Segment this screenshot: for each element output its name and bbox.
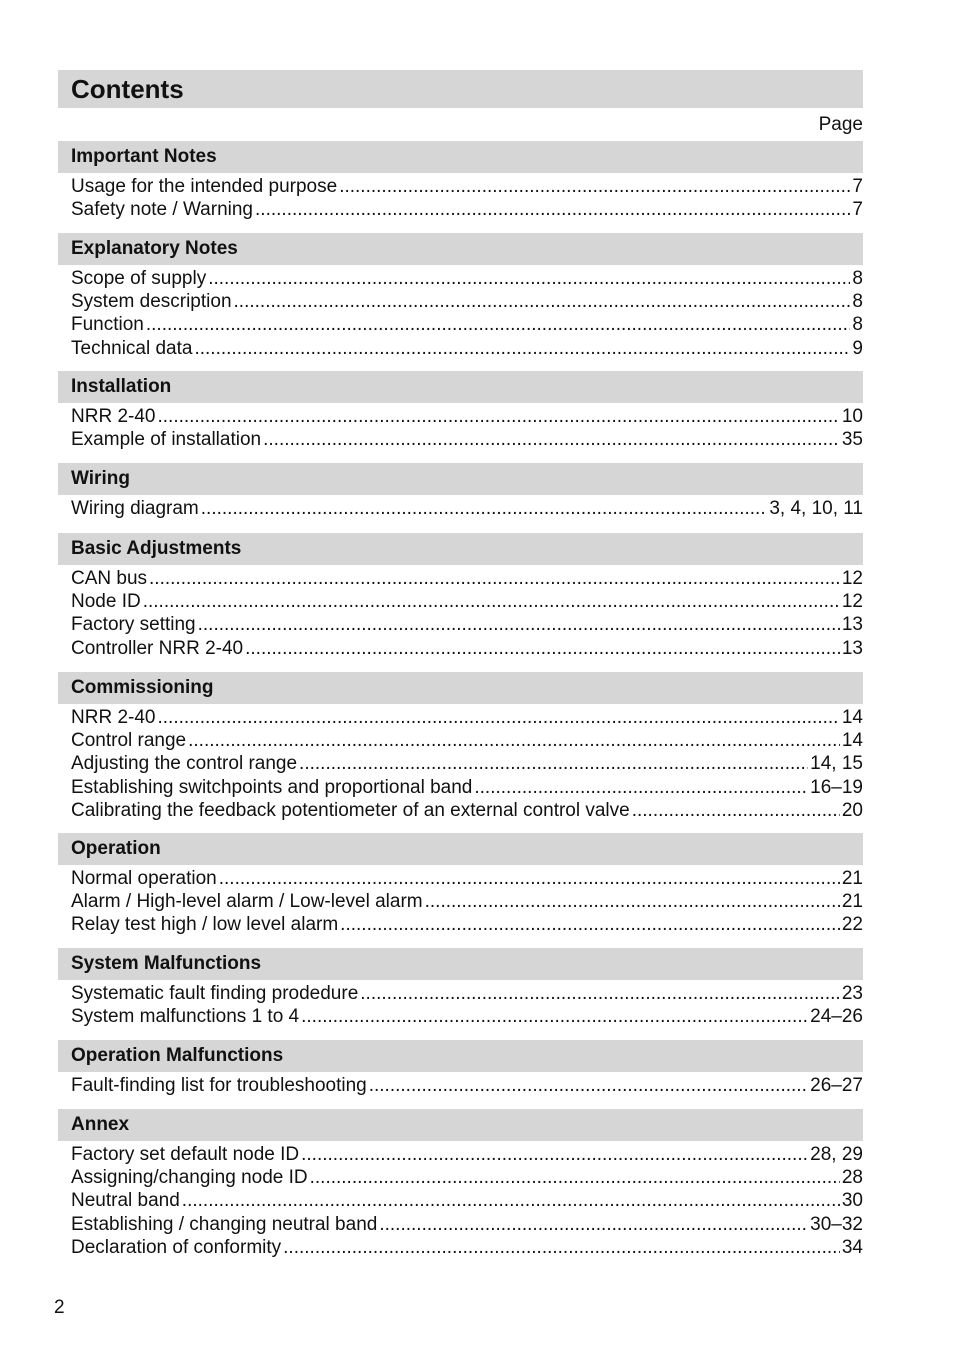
page-column-label: Page bbox=[818, 114, 863, 135]
dot-leader bbox=[425, 890, 840, 913]
toc-entry-label: System description bbox=[71, 291, 232, 313]
section-header bbox=[58, 233, 863, 265]
section-title: Important Notes bbox=[71, 146, 217, 167]
section-title: Wiring bbox=[71, 468, 130, 489]
section-header bbox=[58, 948, 863, 980]
toc-entry-page: 3, 4, 10, 11 bbox=[769, 498, 863, 519]
dot-leader bbox=[339, 175, 850, 198]
section-title: Basic Adjustments bbox=[71, 538, 242, 559]
toc-entry-label: Declaration of conformity bbox=[71, 1236, 282, 1258]
section-header bbox=[58, 1109, 863, 1141]
toc-entry-label: Calibrating the feedback potentiometer of an external control valve bbox=[71, 799, 630, 821]
section-entries bbox=[71, 567, 863, 660]
toc-entry-label: Technical data bbox=[71, 337, 193, 359]
dot-leader bbox=[194, 337, 850, 360]
dot-leader bbox=[234, 290, 851, 313]
dot-leader bbox=[219, 867, 840, 890]
section-entries bbox=[71, 706, 863, 822]
section-entries bbox=[71, 1143, 863, 1259]
toc-entry[interactable] bbox=[71, 428, 863, 451]
section-header bbox=[58, 833, 863, 865]
toc-entry[interactable] bbox=[71, 198, 863, 221]
toc-entry-label: Example of installation bbox=[71, 429, 262, 451]
toc-entry-label: Function bbox=[71, 314, 144, 336]
toc-entry-page: 23 bbox=[841, 983, 863, 1004]
section-header bbox=[58, 141, 863, 173]
toc-entry-page: 8 bbox=[852, 314, 863, 336]
toc-entry-page: 28, 29 bbox=[810, 1144, 863, 1165]
dot-leader bbox=[632, 799, 840, 822]
toc-entry-label: NRR 2-40 bbox=[71, 406, 156, 427]
section-header bbox=[58, 672, 863, 704]
toc-entry-page: 10 bbox=[841, 406, 863, 427]
toc-entry-label: Control range bbox=[71, 730, 187, 752]
toc-entry[interactable] bbox=[71, 497, 863, 520]
dot-leader bbox=[379, 1213, 808, 1236]
toc-entry-page: 14 bbox=[841, 707, 863, 728]
toc-entry-page: 8 bbox=[852, 268, 863, 289]
toc-entry[interactable] bbox=[71, 267, 863, 290]
toc-entry-label: Relay test high / low level alarm bbox=[71, 914, 339, 936]
toc-entry[interactable] bbox=[71, 405, 863, 428]
dot-leader bbox=[182, 1189, 840, 1212]
section-title: Operation bbox=[71, 838, 161, 859]
toc-entry[interactable] bbox=[71, 890, 863, 913]
toc-entry-page: 20 bbox=[841, 799, 863, 821]
toc-entry-page: 13 bbox=[841, 614, 863, 636]
toc-entry-page: 14, 15 bbox=[810, 753, 863, 775]
toc-entry[interactable] bbox=[71, 567, 863, 590]
section-header bbox=[58, 371, 863, 403]
toc-entry[interactable] bbox=[71, 337, 863, 360]
toc-entry-label: Adjusting the control range bbox=[71, 753, 298, 775]
toc-entry-label: Neutral band bbox=[71, 1190, 180, 1212]
page-title: Contents bbox=[71, 74, 184, 104]
toc-entry-page: 12 bbox=[841, 591, 863, 613]
toc-entry[interactable] bbox=[71, 590, 863, 613]
toc-entry[interactable] bbox=[71, 613, 863, 636]
dot-leader bbox=[157, 706, 839, 729]
toc-entry-page: 12 bbox=[841, 568, 863, 589]
dot-leader bbox=[188, 729, 840, 752]
section-entries bbox=[71, 175, 863, 221]
toc-entry-label: Systematic fault finding prodedure bbox=[71, 983, 359, 1004]
toc-entry[interactable] bbox=[71, 706, 863, 729]
dot-leader bbox=[208, 267, 850, 290]
section-title: Commissioning bbox=[71, 677, 214, 698]
toc-entry-label: Establishing switchpoints and proportional band bbox=[71, 776, 473, 798]
dot-leader bbox=[474, 776, 808, 799]
toc-entry-label: Factory set default node ID bbox=[71, 1144, 300, 1165]
toc-entry[interactable] bbox=[71, 913, 863, 936]
dot-leader bbox=[198, 613, 840, 636]
section-entries bbox=[71, 267, 863, 360]
dot-leader bbox=[301, 1143, 808, 1166]
toc-entry-page: 34 bbox=[841, 1236, 863, 1258]
dot-leader bbox=[369, 1074, 808, 1097]
toc-entry-page: 35 bbox=[841, 429, 863, 451]
section-entries bbox=[71, 1074, 863, 1097]
section-header bbox=[58, 533, 863, 565]
toc-entry[interactable] bbox=[71, 1213, 863, 1236]
toc-entry-page: 30–32 bbox=[810, 1213, 863, 1235]
section-title: Explanatory Notes bbox=[71, 238, 238, 259]
toc-entry-label: Controller NRR 2-40 bbox=[71, 637, 244, 659]
toc-entry-page: 24–26 bbox=[810, 1006, 863, 1028]
toc-entry-page: 21 bbox=[841, 868, 863, 889]
toc-entry-label: Usage for the intended purpose bbox=[71, 176, 338, 197]
section-title: System Malfunctions bbox=[71, 953, 262, 974]
toc-entry-label: Factory setting bbox=[71, 614, 196, 636]
dot-leader bbox=[149, 567, 840, 590]
toc-entry-label: System malfunctions 1 to 4 bbox=[71, 1006, 300, 1028]
dot-leader bbox=[143, 590, 840, 613]
toc-entry[interactable] bbox=[71, 799, 863, 822]
toc-entry-label: Safety note / Warning bbox=[71, 199, 254, 221]
toc-entry[interactable] bbox=[71, 175, 863, 198]
toc-entry-page: 21 bbox=[841, 891, 863, 913]
contents-header-bar bbox=[58, 70, 863, 108]
toc-entry-page: 22 bbox=[841, 914, 863, 936]
toc-entry-label: Wiring diagram bbox=[71, 498, 199, 519]
toc-entry[interactable] bbox=[71, 776, 863, 799]
toc-entry-label: CAN bus bbox=[71, 568, 148, 589]
toc-entry-label: Scope of supply bbox=[71, 268, 207, 289]
toc-entry-label: Normal operation bbox=[71, 868, 217, 889]
section-entries bbox=[71, 405, 863, 451]
section-title: Installation bbox=[71, 376, 172, 397]
toc-entry-page: 16–19 bbox=[810, 776, 863, 798]
dot-leader bbox=[263, 428, 840, 451]
toc-entry-label: NRR 2-40 bbox=[71, 707, 156, 728]
toc-entry[interactable] bbox=[71, 1166, 863, 1189]
toc-entry-page: 26–27 bbox=[810, 1075, 863, 1096]
dot-leader bbox=[299, 752, 808, 775]
toc-entry[interactable] bbox=[71, 1074, 863, 1097]
section-title: Annex bbox=[71, 1114, 130, 1135]
toc-entry-page: 9 bbox=[852, 337, 863, 359]
section-header bbox=[58, 463, 863, 495]
dot-leader bbox=[310, 1166, 840, 1189]
toc-entry-page: 28 bbox=[841, 1167, 863, 1189]
toc-entry-label: Fault-finding list for troubleshooting bbox=[71, 1075, 367, 1096]
toc-entry[interactable] bbox=[71, 867, 863, 890]
toc-entry-label: Assigning/changing node ID bbox=[71, 1167, 308, 1189]
toc-entry[interactable] bbox=[71, 1143, 863, 1166]
dot-leader bbox=[301, 1005, 808, 1028]
toc-entry[interactable] bbox=[71, 1189, 863, 1212]
section-header bbox=[58, 1040, 863, 1072]
toc-entry-page: 14 bbox=[841, 730, 863, 752]
toc-entry-page: 8 bbox=[852, 291, 863, 313]
toc-entry[interactable] bbox=[71, 1236, 863, 1259]
dot-leader bbox=[146, 313, 851, 336]
footer-page-number: 2 bbox=[54, 1297, 65, 1318]
toc-entry-label: Node ID bbox=[71, 591, 141, 613]
toc-entry-page: 7 bbox=[852, 176, 863, 197]
toc-entry[interactable] bbox=[71, 982, 863, 1005]
toc-entry[interactable] bbox=[71, 290, 863, 313]
toc-entry[interactable] bbox=[71, 313, 863, 336]
section-title: Operation Malfunctions bbox=[71, 1045, 284, 1066]
toc-entry-page: 13 bbox=[841, 637, 863, 659]
toc-entry[interactable] bbox=[71, 1005, 863, 1028]
toc-entry[interactable] bbox=[71, 729, 863, 752]
section-entries bbox=[71, 497, 863, 520]
toc-entry[interactable] bbox=[71, 752, 863, 775]
dot-leader bbox=[255, 198, 850, 221]
section-entries bbox=[71, 867, 863, 937]
dot-leader bbox=[340, 913, 840, 936]
dot-leader bbox=[157, 405, 839, 428]
toc-entry-label: Alarm / High-level alarm / Low-level alarm bbox=[71, 891, 423, 913]
toc-entry-page: 7 bbox=[852, 199, 863, 221]
toc-entry-label: Establishing / changing neutral band bbox=[71, 1213, 378, 1235]
section-entries bbox=[71, 982, 863, 1028]
toc-entry-page: 30 bbox=[841, 1190, 863, 1212]
dot-leader bbox=[283, 1236, 840, 1259]
dot-leader bbox=[360, 982, 840, 1005]
dot-leader bbox=[245, 637, 840, 660]
toc-entry[interactable] bbox=[71, 637, 863, 660]
dot-leader bbox=[201, 497, 768, 520]
